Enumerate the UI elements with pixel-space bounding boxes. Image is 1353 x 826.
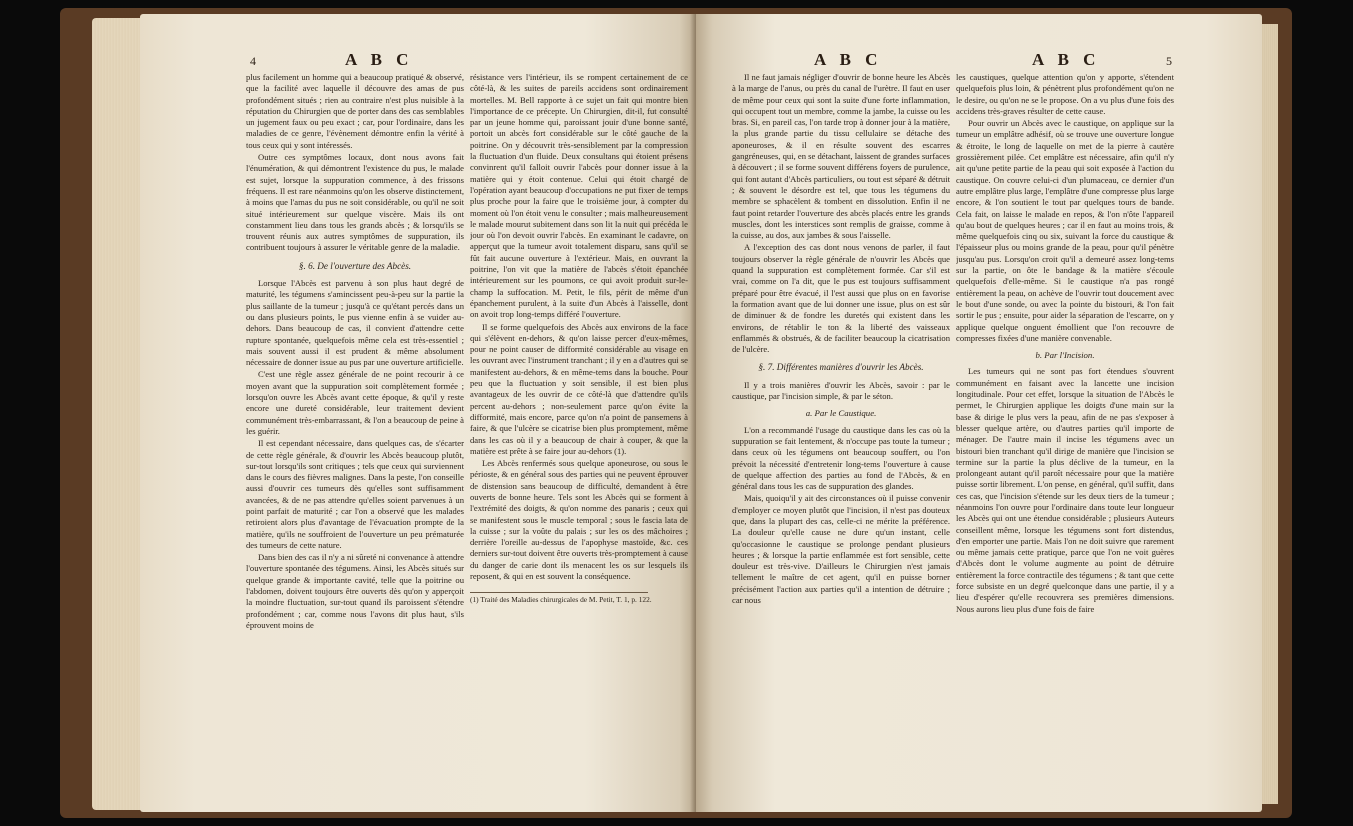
left-column-2 — [470, 72, 688, 606]
right-page — [696, 14, 1262, 812]
footnote-rule — [470, 592, 648, 593]
paragraph: Les Abcès renfermés sous quelque aponeurose, ou sous le périoste, & en général sous des parties qui ne peuvent éprouver de distension sans beaucoup de difficulté, demandent à être ouverts de bonne heure. Tels sont les Abcès qui se forment à l'extrémité des doigts, & qu'on nomme des panaris ; ceux qui se manifestent sous le muscle temporal ; sous le fascia lata de la cuisse ; sur la voûte du palais ; sur les os des mâchoires ; derrière l'oreille au-dessus de l'apophyse mastoïde, &c. ces derniers sur-tout doivent être ouverts très-promptement à cause du danger de carie dont ils menacent les os sur lesquels ils reposent, & qui en est souvent la conséquence. — [470, 458, 688, 582]
section-heading: §. 7. Différentes manières d'ouvrir les Abcès. — [758, 362, 924, 373]
paragraph: les caustiques, quelque attention qu'on y apporte, s'étendent quelquefois plus loin, & pénètrent plus profondément qu'on ne le desire, ou qu'on ne se le propose. On a vu plus d'une fois des accidens très-graves résulter de cette cause. — [956, 72, 1174, 116]
page-number-left: 4 — [250, 54, 256, 68]
paragraph: Il y a trois manières d'ouvrir les Abcès, savoir : par le caustique, par l'incision simple, & par le séton. — [732, 379, 950, 402]
paragraph: Il se forme quelquefois des Abcès aux environs de la face qui s'élèvent en-dehors, & qu'on laisse percer d'eux-mêmes, pour ne point causer de difformité considérable au visage en les ouvrant avec l'instrument tranchant ; il y en a d'autres qui se manifestent au-dehors, & en même-tems dans la bouche. Pour peu que la fluctuation y soit sensible, il est bien plus avantageux de les ouvrir de ce côté-là que d'attendre qu'ils percent au-dehors ; non-seulement parce qu'on évite la difformité, mais encore, parce qu'on n'a point de pansemens à faire, & que l'ulcère se cicatrise bien plus promptement, même dans les cas où il y a beaucoup de chair à couper, & que la matière est prête à se faire jour au-dehors (1). — [470, 321, 688, 456]
paragraph: Outre ces symptômes locaux, dont nous avons fait l'énumération, & qui démontrent l'existence du pus, le malade est sujet, lorsque la suppuration commence, à des frissons fréquens. Il est rare néanmoins qu'on les observe distinctement, à moins que l'amas du pus ne soit considérable, ou qu'il ne soit situé intérieurement sur quelque viscère. Mais ils ont constamment lieu dans tous les grands abcès ; & lorsqu'ils se trouvent réunis aux autres symptômes de suppuration, ils contribuent toujours à assurer le véritable genre de la maladie. — [246, 152, 464, 253]
paragraph: Lorsque l'Abcès est parvenu à son plus haut degré de maturité, les tégumens s'amincissent peu-à-peu sur la partie la plus saillante de la tumeur ; jusqu'à ce qu'étant percés dans un ou dans plusieurs points, le pus vienne enfin à se vuider au-dehors. Dans beaucoup de cas, il convient d'attendre cette rupture spontanée, quelquefois même cela est très-essentiel ; mais souvent aussi il est prudent & même absolument nécessaire de donner issue au pus par une ouverture artificielle. — [246, 278, 464, 368]
left-column-1 — [246, 72, 464, 632]
paragraph: Les tumeurs qui ne sont pas fort étendues s'ouvrent communément en faisant avec la lancette une incision longitudinale. Pour cet effet, lorsque la situation de l'Abcès le permet, le Chirurgien applique les doigts d'une main sur la base & dirige le plus vers la peau, afin de ne pas s'exposer à blesser quelque artère, ou d'autres parties qu'il importe de ménager. De l'autre main il incise les tégumens avec un bistouri bien tranchant qu'il dirige de manière que l'incision se termine sur la partie la plus déclive de la tumeur, en la prolongeant autant qu'il paroît nécessaire pour que la matière puisse sortir librement. L'on pense, en général, qu'il suffit, dans ces cas, que l'incision s'étende sur les deux tiers de la tumeur ; néanmoins l'on ouvre pour l'ordinaire dans toute leur longueur les Abcès qui ont une étendue considérable ; plusieurs Auteurs conseillent même, lorsque les tégumens sont fort distendus, d'en emporter une partie. Mais l'on ne doit suivre que rarement ou même jamais cette pratique, parce que l'on ne voit guères d'Abcès dont le volume augmente au point de détruire entièrement la force contractile des tégumens ; & tant que cette force subsiste en un degré quelconque dans une partie, il y a lieu d'espérer qu'elle recouvrera ses premières dimensions. Nous aurons lieu plus d'une fois de faire — [956, 366, 1174, 614]
right-column-1 — [732, 72, 950, 607]
subheading: a. Par le Caustique. — [805, 408, 877, 419]
paragraph: C'est une règle assez générale de ne point recourir à ce moyen avant que la suppuration soit complètement formée ; lorsqu'on ouvre les Abcès avant cette époque, & qu'il y reste encore une dureté considérable, leur traitement devient communément très-embarrassant, & l'on a beaucoup de peine à les guérir. — [246, 369, 464, 436]
paragraph: plus facilement un homme qui a beaucoup pratiqué & observé, que la facilité avec laquelle il découvre des amas de pus profondément situés ; rien au contraire n'est plus nuisible à la réputation du Chirurgien que de porter dans des cas semblables un jugement faux ou peu exact ; car, pour l'ordinaire, dans les maladies de ce genre, l'évènement démontre enfin la vérité à tous ceux qui y sont intéressés. — [246, 72, 464, 150]
running-head-right-1: A B C — [814, 50, 883, 69]
running-head-right-2: A B C — [1032, 50, 1101, 69]
paragraph: L'on a recommandé l'usage du caustique dans les cas où la suppuration se fait lentement, & n'occupe pas toute la tumeur ; dans ceux où les tégumens ont beaucoup souffert, ou l'on prévoit la nécessité d'entretenir long-tems l'ouverture à cause de quelque affection des parties au fond de l'Abcès, & en général dans tous les cas de suppuration des glandes. — [732, 424, 950, 492]
footnote: (1) Traité des Maladies chirurgicales de M. Petit, T. 1, p. 122. — [470, 595, 652, 605]
right-column-2 — [956, 72, 1174, 616]
page-number-right: 5 — [1166, 54, 1172, 68]
running-head-left: A B C — [345, 50, 414, 69]
subheading: b. Par l'Incision. — [1035, 350, 1095, 361]
paragraph: A l'exception des cas dont nous venons de parler, il faut toujours observer la règle générale de n'ouvrir les Abcès que quand la suppuration est complètement formée. Car s'il est vrai, comme on l'a dit, que le pus est toujours suffisamment préparé pour être évacué, il l'est aussi que plus on en favorise la formation avant que de lui donner une issue, plus on est sûr de diminuer & de fondre les duretés qui existent dans les environs, de rétablir le ton & la liberté des vaisseaux enflammés & obstrués, & de faciliter beaucoup la cicatrisation de l'ulcère. — [732, 242, 950, 355]
paragraph: Il est cependant nécessaire, dans quelques cas, de s'écarter de cette règle générale, & d'ouvrir les Abcès beaucoup plutôt, sur-tout lorsqu'ils sont critiques ; tels que ceux qui surviennent dans le cours des fièvres malignes. Dans la peste, l'on conseille aussi d'ouvrir ces tumeurs dès qu'elles sont suffisamment avancées, & de ne pas attendre qu'elles soient parvenues à un point parfait de maturité ; car l'on a observé que les malades retiroient alors plus d'avantage de l'évacuation prompte de la matière, qu'ils ne souffroient de l'ouverture un peu prématurée des tumeurs de cette nature. — [246, 438, 464, 550]
left-page — [140, 14, 696, 812]
paragraph: Dans bien des cas il n'y a ni sûreté ni convenance à attendre l'ouverture spontanée des tégumens. Ainsi, les Abcès situés sur quelque grande & importante cavité, telle que la poitrine ou l'abdomen, doivent toujours être ouverts dès qu'on y apperçoit la moindre fluctuation, sur-tout quand ils paroissent s'étendre profondément ; car, comme nous l'avons dit plus haut, s'ils éprouvent moins de — [246, 552, 464, 630]
section-heading: §. 6. De l'ouverture des Abcès. — [298, 260, 412, 271]
paragraph: Il ne faut jamais négliger d'ouvrir de bonne heure les Abcès à la marge de l'anus, ou près du canal de l'urètre. Il faut en user de même pour ceux qui sont la suite d'une forte inflammation, qui occupent tout un membre, comme la jambe, la cuisse ou les bras. Si, en pareil cas, l'on tarde trop à donner jour à la matière, la plus grande partie du tissu cellulaire se détache des aponeuroses, & il en résulte souvent des escarres gangréneuses, qui, en se détachant, laissent de grandes surfaces à découvert ; il se forme souvent différens foyers de purulence, qui font autant d'Abcès particuliers, ou tout est séparé & détruit ; & souvent le désordre est tel, que tous les tégumens du membre se sphacèlent & tombent en dissolution. Enfin il ne faut point retarder l'ouverture des abcès placés entre les grands muscles, dont les interstices sont remplis de graisse, comme à la cuisse, au dos, aux jambes & sous l'aisselle. — [732, 72, 950, 241]
paragraph: résistance vers l'intérieur, ils se rompent certainement de ce côté-là, & les suites de pareils accidens sont ordinairement mortelles. M. Bell rapporte à ce sujet un fait qui montre bien l'importance de ce précepte. Un Chirurgien, dit-il, fut consulté par un jeune homme qui, paroissant jouir d'une bonne santé, portoit un abcès fort considérable sur le côté gauche de la poitrine. On y découvrit très-sensiblement par la compression la fluctuation d'un fluide. Deux consultans qui étoient présens convinrent qu'il falloit ouvrir l'abcès pour donner issue à la matière qui y étoit contenue. Celui qui étoit chargé de l'opération ayant beaucoup d'occupations ne put fixer de temps plus proche pour la faire que le troisième jour, à compter du moment où l'on étoit venu le consulter ; mais malheureusement le malade mourut subitement dans son lit la nuit qui précéda le jour où l'on devoit ouvrir l'abcès. En examinant le cadavre, on apperçut que la tumeur avoit totalement disparu, sans qu'il se fût fait aucune ouverture à l'extérieur. Mais, en ouvrant la poitrine, l'on vit que la matière de l'abcès s'étoit épanchée intérieurement sur les poumons, ce qui avoit produit sur-le-champ la suffocation. M. Petit, le fils, périt de même d'un épanchement purulent, à la suite d'un Abcès à l'aisselle, dont on avoit trop long-temps différé l'ouverture. — [470, 72, 688, 320]
paragraph: Mais, quoiqu'il y ait des circonstances où il puisse convenir d'employer ce moyen plutôt que l'incision, il n'est pas douteux que, dans la plupart des cas, celle-ci ne mérite la préférence. La douleur qu'elle cause ne dure qu'un instant, celle qu'occasionne le caustique se prolonge pendant plusieurs heures ; & lorsque la partie enflammée est fort sensible, cette douleur est très-vive. D'ailleurs le Chirurgien n'est jamais tellement le maître de cet agent, qu'il en puisse borner précisément l'action aux parties qu'il a intention de détruire ; car nous — [732, 493, 950, 606]
paragraph: Pour ouvrir un Abcès avec le caustique, on applique sur la tumeur un emplâtre adhésif, où se trouve une ouverture longue & étroite, le long de laquelle on met de la pierre à cautère grossièrement pilée. Cet emplâtre est nécessaire, afin qu'il n'y ait qu'une petite partie de la peau qui soit exposée à l'action du caustique. On couvre celui-ci d'un plumaceau, ce dernier d'un autre emplâtre plus large, l'emplâtre d'une compresse plus large encore, & l'on soutient le tout par quelques tours de bande. Cela fait, on laisse le malade en repos, & l'on n'ôte l'appareil qu'au bout de quelques heures ; car il en faut au moins trois, & même quelquefois cinq ou six, suivant la force du caustique & l'épaisseur plus ou moins grande de la peau, pour qu'il pénètre jusqu'au pus. Lorsqu'on croit qu'il a demeuré assez long-tems sur la partie, on ôte le bandage & la matière s'écoule quelquefois d'elle-même. Si le caustique n'a pas rongé entièrement la peau, on achève de l'ouvrir tout doucement avec le bout d'une sonde, ou avec la pointe du bistouri, & l'on fait sortir le pus ; ensuite, pour aider la séparation de l'escarre, on y applique quelque onguent émollient que l'on recouvre de compresses fixées d'une manière convenable. — [956, 118, 1174, 343]
